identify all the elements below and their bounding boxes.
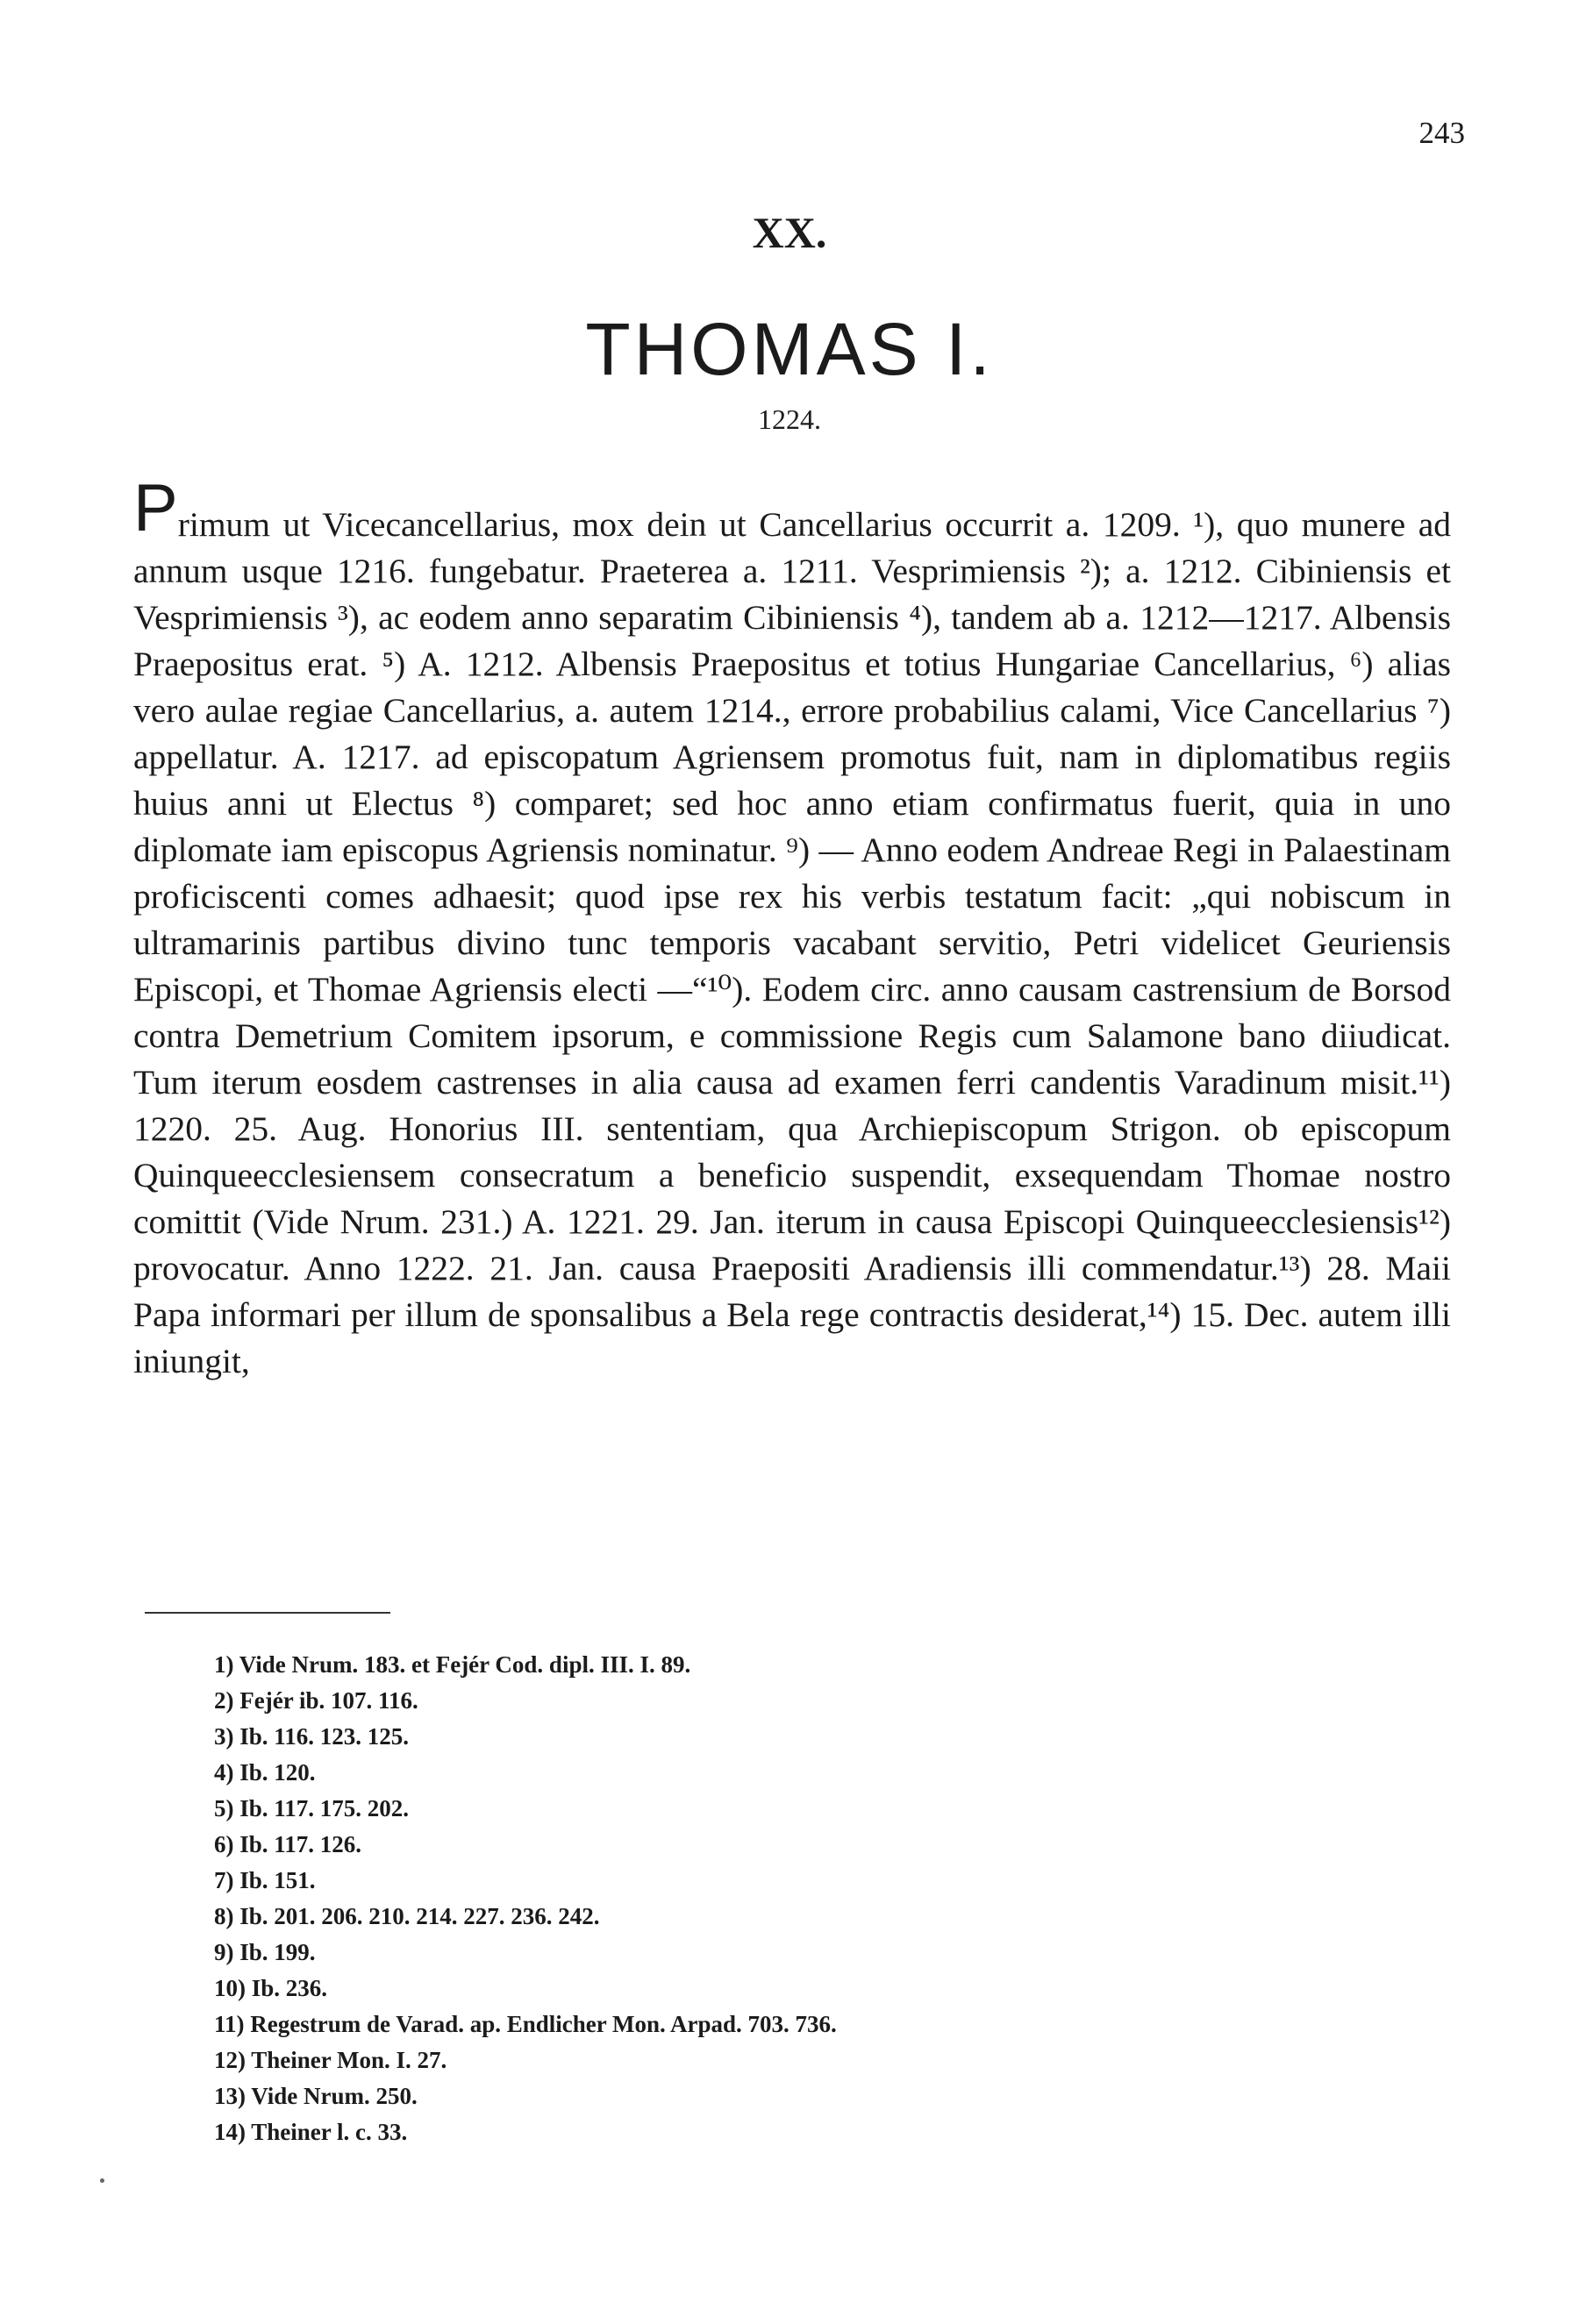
- body-paragraph: [133, 471, 1451, 1385]
- footnote-item: 14) Theiner l. c. 33.: [214, 2119, 408, 2145]
- footnote-item: 3) Ib. 116. 123. 125.: [214, 1723, 410, 1750]
- chapter-number: XX.: [752, 208, 827, 257]
- footnote-divider: [145, 1612, 390, 1614]
- footnote-item: 1) Vide Nrum. 183. et Fejér Cod. dipl. III. I. 89.: [214, 1651, 691, 1678]
- footnote-item: 8) Ib. 201. 206. 210. 214. 227. 236. 242.: [214, 1903, 600, 1929]
- drop-cap: P: [133, 471, 178, 545]
- margin-speck: [100, 2178, 104, 2183]
- footnote-item: 2) Fejér ib. 107. 116.: [214, 1687, 418, 1714]
- footnote-item: 5) Ib. 117. 175. 202.: [214, 1795, 410, 1821]
- footnote-item: 7) Ib. 151.: [214, 1867, 316, 1893]
- footnote-item: 4) Ib. 120.: [214, 1759, 316, 1786]
- footnotes-list: [214, 1647, 837, 2150]
- footnote-item: 12) Theiner Mon. I. 27.: [214, 2047, 447, 2073]
- footnote-item: 6) Ib. 117. 126.: [214, 1831, 362, 1857]
- footnote-item: 11) Regestrum de Varad. ap. Endlicher Mon. Arpad. 703. 736.: [214, 2011, 837, 2037]
- chapter-title: THOMAS I.: [585, 308, 994, 390]
- footnote-item: 9) Ib. 199.: [214, 1939, 316, 1965]
- chapter-year: 1224.: [758, 403, 821, 435]
- footnote-item: 13) Vide Nrum. 250.: [214, 2083, 418, 2109]
- page-number: 243: [1418, 116, 1465, 150]
- footnote-item: 10) Ib. 236.: [214, 1975, 328, 2001]
- body-text: rimum ut Vicecancellarius, mox dein ut Cancellarius occurrit a. 1209. ¹), quo munere ad annum usque 1216. fungebatur. Praeterea a. 1211. Vesprimiensis ²); a. 1212. Cibiniensis et Vesprimiensis ³), ac eodem anno separatim Cibiniensis ⁴), tandem ab a. 1212—1217. Albensis Praepositus erat. ⁵) A. 1212. Albensis Praepositus et totius Hungariae Cancellarius, ⁶) alias vero aulae regiae Cancellarius, a. autem 1214., errore probabilius calami, Vice Cancellarius ⁷) appellatur. A. 1217. ad episcopatum Agriensem promotus fuit, nam in diplomatibus regiis huius anni ut Electus ⁸) comparet; sed hoc anno etiam confirmatus fuerit, quia in uno diplomate iam episcopus Agriensis nominatur. ⁹) — Anno eodem Andreae Regi in Palaestinam proficiscenti comes adhaesit; quod ipse rex his verbis testatum facit: „qui nobiscum in ultramarinis partibus divino tunc temporis vacabant servitio, Petri videlicet Geuriensis Episcopi, et Thomae Agriensis electi —“¹⁰). Eodem circ. anno causam castrensium de Borsod contra Demetrium Comitem ipsorum, e commissione Regis cum Salamone bano diiudicat. Tum iterum eosdem castrenses in alia causa ad examen ferri candentis Varadinum misit.¹¹) 1220. 25. Aug. Honorius III. sententiam, qua Archiepiscopum Strigon. ob episcopum Quinqueecclesiensem consecratum a beneficio suspendit, exsequendam Thomae nostro comittit (Vide Nrum. 231.) A. 1221. 29. Jan. iterum in causa Episcopi Quinqueecclesiensis¹²) provocatur. Anno 1222. 21. Jan. causa Praepositi Aradiensis illi commendatur.¹³) 28. Maii Papa informari per illum de sponsalibus a Bela rege contractis desiderat,¹⁴) 15. Dec. autem illi iniungit,: [133, 505, 1451, 1380]
